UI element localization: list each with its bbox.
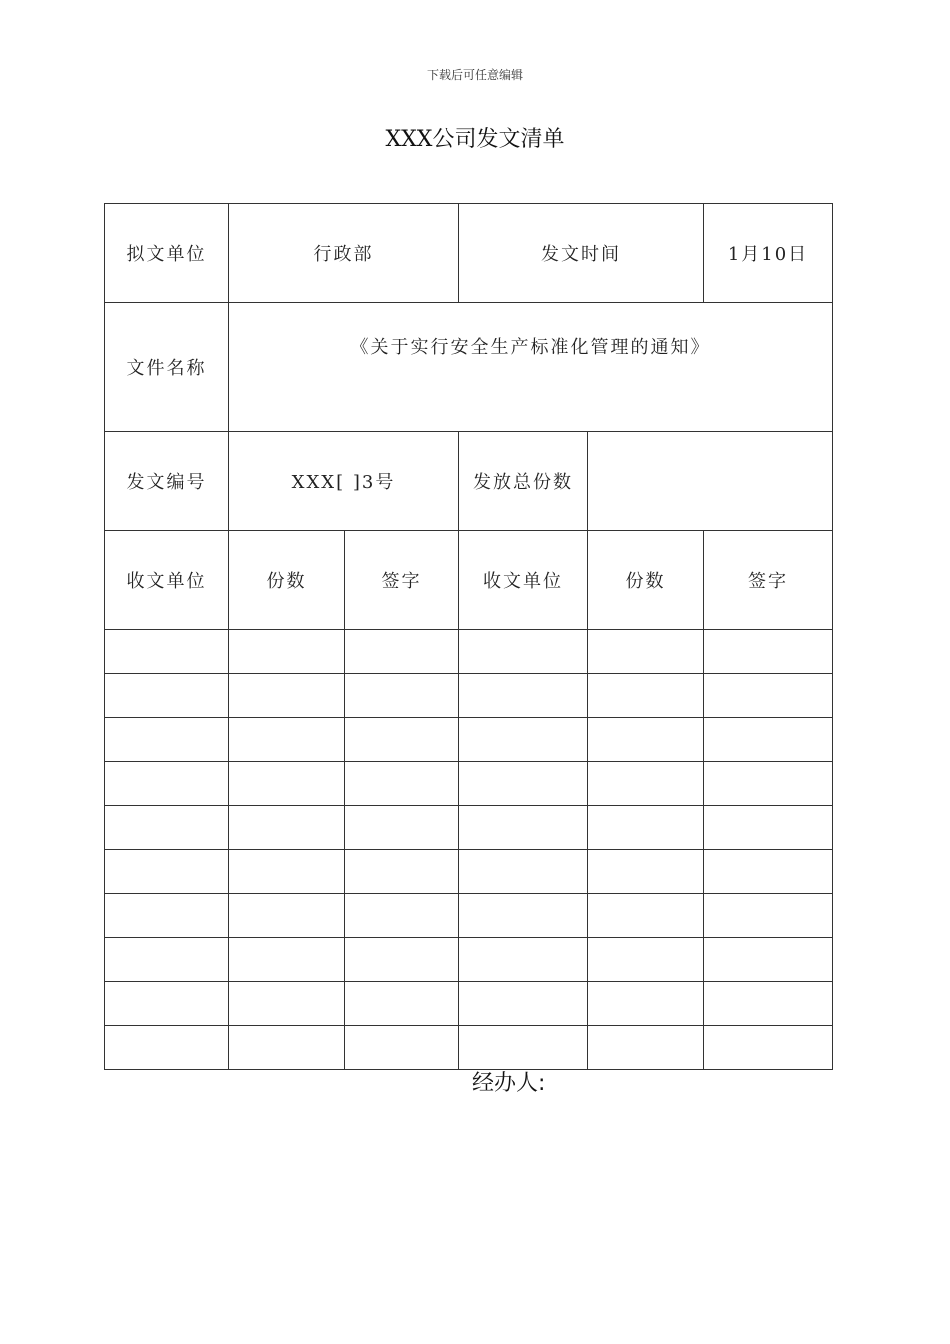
receipt-cell[interactable] — [229, 850, 345, 894]
receipt-cell[interactable] — [704, 674, 833, 718]
drafting-unit-label: 拟文单位 — [105, 204, 229, 303]
receipt-cell[interactable] — [459, 806, 588, 850]
receipt-header-cell: 份数 — [588, 531, 704, 630]
receipt-row — [105, 894, 833, 938]
receipt-row — [105, 806, 833, 850]
receipt-cell[interactable] — [588, 1026, 704, 1070]
receipt-cell[interactable] — [459, 850, 588, 894]
receipt-cell[interactable] — [704, 982, 833, 1026]
receipt-cell[interactable] — [229, 630, 345, 674]
receipt-cell[interactable] — [105, 894, 229, 938]
receipt-cell[interactable] — [229, 1026, 345, 1070]
receipt-header-cell: 签字 — [345, 531, 459, 630]
receipt-cell[interactable] — [345, 982, 459, 1026]
receipt-cell[interactable] — [345, 718, 459, 762]
receipt-cell[interactable] — [459, 938, 588, 982]
receipt-cell[interactable] — [459, 630, 588, 674]
receipt-cell[interactable] — [588, 806, 704, 850]
total-copies-label: 发放总份数 — [459, 432, 588, 531]
file-name-row — [105, 303, 833, 432]
receipt-cell[interactable] — [704, 806, 833, 850]
receipt-cell[interactable] — [704, 762, 833, 806]
header-note: 下载后可任意编辑 — [426, 68, 523, 82]
receipt-cell[interactable] — [459, 762, 588, 806]
title-text: 公司发文清单 — [432, 127, 565, 152]
receipt-row — [105, 850, 833, 894]
title-prefix: XXX — [385, 127, 433, 152]
receipt-cell[interactable] — [588, 982, 704, 1026]
receipt-row — [105, 982, 833, 1026]
receipt-cell[interactable] — [229, 718, 345, 762]
receipt-header-row — [105, 531, 833, 630]
receipt-cell[interactable] — [229, 762, 345, 806]
receipt-cell[interactable] — [459, 1026, 588, 1070]
receipt-header-cell: 收文单位 — [105, 531, 229, 630]
receipt-cell[interactable] — [704, 718, 833, 762]
doc-number-value[interactable]: XXX[ ]3号 — [229, 432, 459, 531]
dispatch-form-table — [104, 203, 833, 1070]
receipt-cell[interactable] — [704, 894, 833, 938]
receipt-cell[interactable] — [229, 938, 345, 982]
receipt-cell[interactable] — [105, 718, 229, 762]
receipt-cell[interactable] — [229, 806, 345, 850]
receipt-cell[interactable] — [105, 938, 229, 982]
receipt-row — [105, 938, 833, 982]
receipt-cell[interactable] — [588, 630, 704, 674]
doc-number-row — [105, 432, 833, 531]
receipt-cell[interactable] — [588, 938, 704, 982]
receipt-cell[interactable] — [229, 674, 345, 718]
receipt-cell[interactable] — [345, 1026, 459, 1070]
file-name-value[interactable]: 《关于实行安全生产标准化管理的通知》 — [229, 303, 833, 432]
receipt-row — [105, 630, 833, 674]
receipt-cell[interactable] — [704, 630, 833, 674]
receipt-cell[interactable] — [105, 762, 229, 806]
receipt-cell[interactable] — [229, 982, 345, 1026]
receipt-cell[interactable] — [345, 938, 459, 982]
drafting-unit-value[interactable]: 行政部 — [229, 204, 459, 303]
receipt-cell[interactable] — [459, 982, 588, 1026]
receipt-cell[interactable] — [704, 850, 833, 894]
receipt-row — [105, 762, 833, 806]
drafting-row — [105, 204, 833, 303]
receipt-header-cell: 份数 — [229, 531, 345, 630]
receipt-cell[interactable] — [588, 674, 704, 718]
receipt-row — [105, 1026, 833, 1070]
receipt-cell[interactable] — [345, 894, 459, 938]
receipt-cell[interactable] — [229, 894, 345, 938]
doc-number-label: 发文编号 — [105, 432, 229, 531]
receipt-header-cell: 签字 — [704, 531, 833, 630]
page-title — [0, 122, 950, 153]
receipt-header-cell: 收文单位 — [459, 531, 588, 630]
receipt-cell[interactable] — [105, 850, 229, 894]
receipt-cell[interactable] — [345, 806, 459, 850]
receipt-cell[interactable] — [704, 1026, 833, 1070]
receipt-cell[interactable] — [459, 674, 588, 718]
receipt-cell[interactable] — [588, 762, 704, 806]
receipt-cell[interactable] — [105, 674, 229, 718]
receipt-cell[interactable] — [105, 1026, 229, 1070]
receipt-cell[interactable] — [105, 630, 229, 674]
receipt-cell[interactable] — [345, 630, 459, 674]
receipt-cell[interactable] — [704, 938, 833, 982]
receipt-cell[interactable] — [345, 762, 459, 806]
send-time-value[interactable]: 1月10日 — [704, 204, 833, 303]
send-time-label: 发文时间 — [459, 204, 704, 303]
receipt-row — [105, 718, 833, 762]
total-copies-value[interactable] — [588, 432, 833, 531]
receipt-cell[interactable] — [345, 850, 459, 894]
file-name-label: 文件名称 — [105, 303, 229, 432]
handler-label: 经办人: — [472, 1071, 546, 1096]
receipt-cell[interactable] — [105, 982, 229, 1026]
receipt-cell[interactable] — [588, 718, 704, 762]
receipt-row — [105, 674, 833, 718]
receipt-cell[interactable] — [105, 806, 229, 850]
receipt-cell[interactable] — [588, 894, 704, 938]
receipt-cell[interactable] — [459, 718, 588, 762]
receipt-cell[interactable] — [345, 674, 459, 718]
receipt-cell[interactable] — [459, 894, 588, 938]
receipt-cell[interactable] — [588, 850, 704, 894]
